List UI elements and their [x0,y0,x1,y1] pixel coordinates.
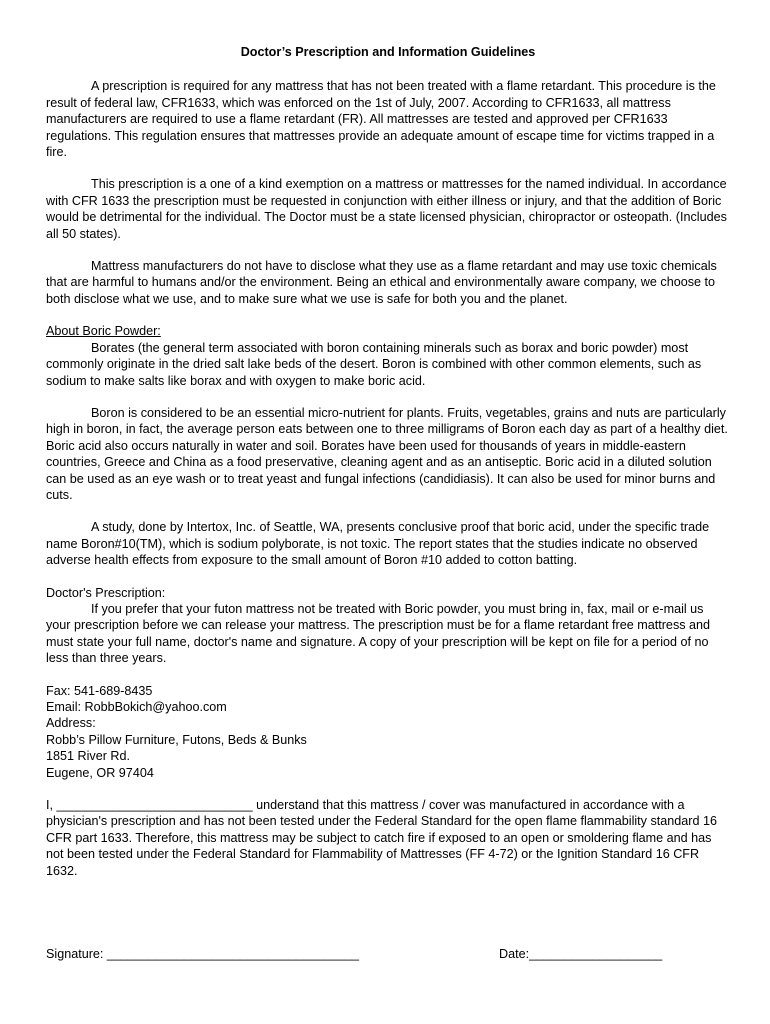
business-name: Robb’s Pillow Furniture, Futons, Beds & Bunks [46,732,307,747]
document-title: Doctor’s Prescription and Information Guidelines [240,45,536,59]
email-line: Email: RobbBokich@yahoo.com [46,700,227,714]
prescription-paragraph: If you prefer that your futon mattress not be treated with Boric powder, you must bring in, fax, mail or e-mail us your prescription before we can release your mattress. The prescription must be for a flame retardant free mattress and must state your full name, doctor's name and signature. A copy of your prescription will be kept on file for a period of no less than three years. [46,601,711,666]
borates-paragraph: Borates (the general term associated with boron containing minerals such as borax and boric powder) most commonly originate in the dried salt lake beds of the desert. Boron is combined with other common elements, such as sodium to make salts like borax and with oxygen to make boric acid. [46,340,702,388]
city-state-zip: Eugene, OR 97404 [46,765,154,780]
address-label: Address: [46,716,96,731]
fax-line: Fax: 541-689-8435 [46,683,153,698]
manufacturers-paragraph: Mattress manufacturers do not have to disclose what they use as a flame retardant and may use toxic chemicals that are harmful to humans and/or the environment. Being an ethical and environmentally aware company, we choose to both disclose what we use, and to make sure what we use is safe for both you and the planet. [46,259,717,306]
document-page [46,44,730,895]
date-line: Date:___________________ [499,947,663,961]
signature-line: Signature: ____________________________________ [46,947,360,961]
intro-paragraph: A prescription is required for any mattress that has not been treated with a flame retardant. This procedure is the result of federal law, CFR1633, which was enforced on the 1st of July, 2007. According to CFR1633, all mattress manufacturers are required to use a flame retardant (FR). All mattresses are tested and approved per CFR1633 regulations. This regulation ensures that mattresses provide an adequate amount of escape time for victims trapped in a fire. [46,79,716,160]
acknowledgement-statement: I, ____________________________ understand that this mattress / cover was manufactured in accordance with a physician's prescription and has not been tested under the Federal Standard for the open flame flammability standard 16 CFR part 1633. Therefore, this mattress may be subject to catch fire if exposed to an open or smoldering flame and has not been tested under the Federal Standard for Flammability of Mattresses (FF 4-72) or the Ignition Standard 16 CFR 1632. [46,798,717,878]
about-boric-heading: About Boric Powder: [46,324,161,339]
exemption-paragraph: This prescription is a one of a kind exemption on a mattress or mattresses for the named individual. In accordance with CFR 1633 the prescription must be requested in conjunction with either illness or injury, and that the addition of Boric would be detrimental for the individual. The Doctor must be a state licensed physician, chiropractor or osteopath. (Includes all 50 states). [46,177,727,241]
intertox-study-paragraph: A study, done by Intertox, Inc. of Seattle, WA, presents conclusive proof that boric acid, under the specific trade name Boron#10(TM), which is sodium polyborate, is not toxic. The report states that the studies indicate no observed adverse health effects from exposure to the small amount of Boron #10 added to cotton batting. [46,520,710,568]
signature-row [46,946,730,964]
doctors-prescription-heading: Doctor's Prescription: [46,585,166,600]
contact-block [46,683,730,781]
street-address: 1851 River Rd. [46,749,130,764]
boron-nutrient-paragraph: Boron is considered to be an essential micro-nutrient for plants. Fruits, vegetables, grains and nuts are particularly high in boron, in fact, the average person eats between one to three milligrams of Boron each day as part of a healthy diet. Boric acid also occurs naturally in water and soil. Borates have been used for thousands of years in middle-eastern countries, Greece and China as a food preservative, cleaning agent and as an antiseptic. Boric acid in a diluted solution can be used as an eye wash or to treat yeast and fungal infections (candidiasis). It can also be used for minor burns and cuts. [46,405,728,502]
